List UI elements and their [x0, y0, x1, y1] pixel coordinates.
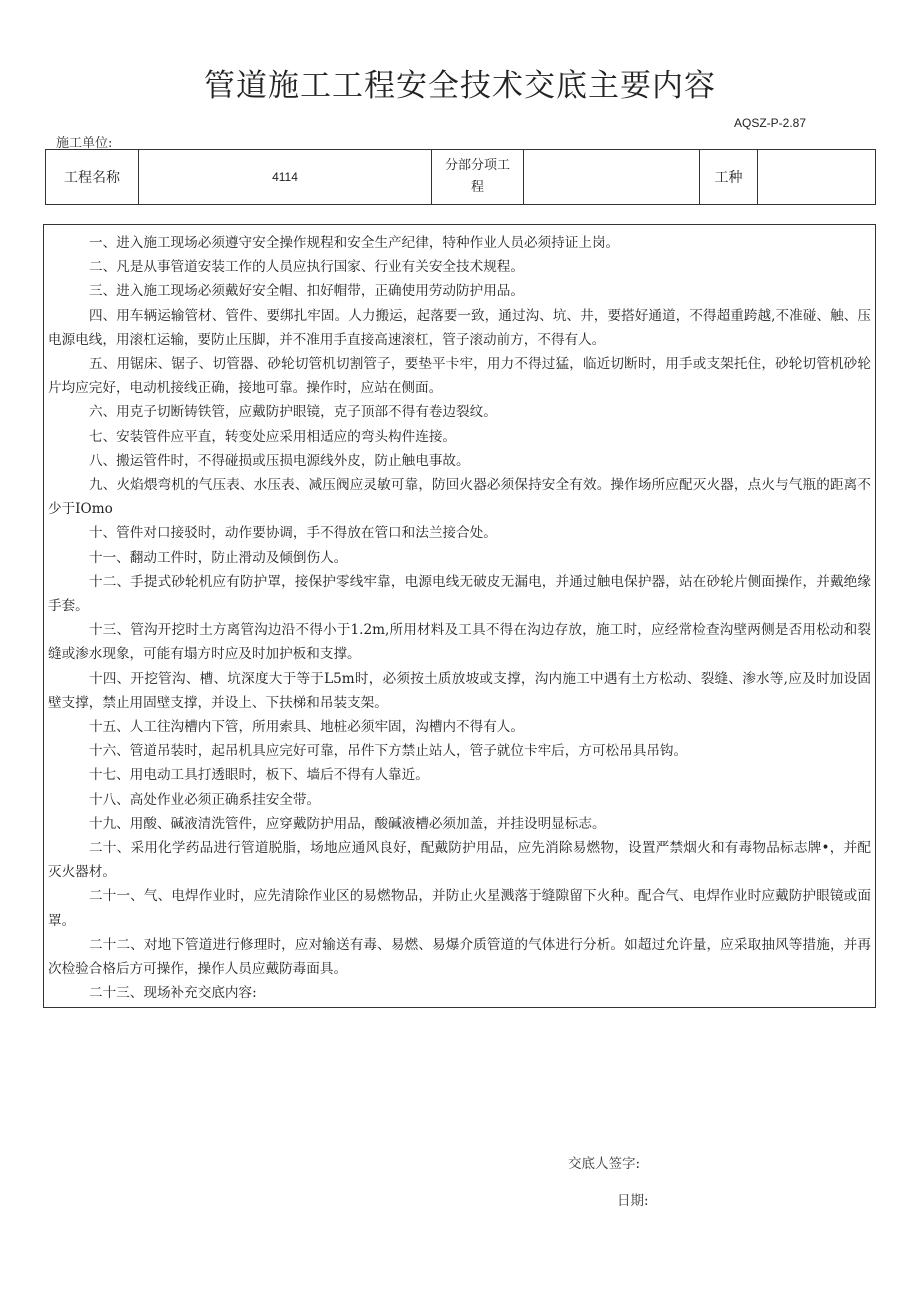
- content-item: 十、管件对口接驳时，动作要协调，手不得放在管口和法兰接合处。: [89, 525, 497, 542]
- signature-date-label: 日期:: [617, 1193, 649, 1209]
- content-item: 九、火焰煨弯机的气压表、水压表、减压阀应灵敏可靠，防回火器必须保持安全有效。操作场所应配灭火器，点火与气瓶的距离不少于IOmo: [48, 477, 871, 518]
- content-item: 十六、管道吊装时，起吊机具应完好可靠，吊件下方禁止站人，管子就位卡牢后，方可松吊具吊钩。: [89, 743, 688, 760]
- construction-unit-label: 施工单位:: [56, 136, 113, 151]
- trade-value: [758, 150, 876, 205]
- content-item: 十五、人工往沟槽内下管，所用索具、地桩必须牢固，沟槽内不得有人。: [89, 719, 524, 736]
- project-name-value: 4114: [139, 150, 432, 205]
- content-item: 六、用克子切断铸铁管，应戴防护眼镜，克子顶部不得有卷边裂纹。: [89, 404, 497, 421]
- content-item: 二十、采用化学药品进行管道脱脂，场地应通风良好，配戴防护用品，应先消除易燃物，设置严禁烟火和有毒物品标志牌•，并配灭火器材。: [48, 840, 871, 881]
- content-item: 七、安装管件应平直，转变处应采用相适应的弯头构件连接。: [89, 428, 457, 445]
- document-title: 管道施工工程安全技术交底主要内容: [204, 68, 716, 104]
- trade-label: 工种: [700, 150, 758, 205]
- presenter-signature-label: 交底人签字:: [568, 1156, 641, 1172]
- subproject-label: [432, 150, 524, 205]
- content-item: 二十二、对地下管道进行修理时，应对输送有毒、易燃、易爆介质管道的气体进行分析。如超过允许量，应采取抽风等措施，并再次检验合格后方可操作，操作人员应戴防毒面具。: [48, 936, 871, 978]
- project-name-label: 工程名称: [46, 150, 139, 205]
- content-item: 十一、翻动工件时，防止滑动及倾倒伤人。: [89, 549, 348, 566]
- content-item: 十七、用电动工具打透眼时，板下、墙后不得有人靠近。: [89, 767, 429, 784]
- content-item: 一、进入施工现场必须遵守安全操作规程和安全生产纪律，特种作业人员必须持证上岗。: [89, 235, 620, 251]
- content-item: 五、用锯床、锯子、切管器、砂轮切管机切割管子，要垫平卡牢，用力不得过猛，临近切断时，用手或支架托住，砂轮切管机砂轮片均应完好，电动机接线正确，接地可靠。操作时，应站在侧面。: [48, 356, 871, 397]
- content-item: 十四、开挖管沟、槽、坑深度大于等于L5m时，必须按土质放坡或支撑，沟内施工中遇有土方松动、裂缝、渗水等,应及时加设固壁支撑，禁止用固壁支撑，并设上、下扶梯和吊装支架。: [48, 670, 871, 711]
- document-code: AQSZ-P-2.87: [734, 116, 807, 130]
- content-item: 八、搬运管件时，不得碰损或压损电源线外皮，防止触电事故。: [89, 452, 470, 469]
- subproject-value: [524, 150, 700, 205]
- project-info-table: [45, 149, 876, 205]
- content-item: 二十一、气、电焊作业时，应先清除作业区的易燃物品，并防止火星溅落于缝隙留下火种。配合气、电焊作业时应戴防护眼镜或面罩。: [48, 888, 871, 929]
- content-item: 十八、高处作业必须正确系挂安全带。: [89, 791, 321, 808]
- content-item: 二十三、现场补充交底内容:: [89, 985, 257, 1002]
- content-item: 三、进入施工现场必须戴好安全帽、扣好帽带，正确使用劳动防护用品。: [89, 283, 524, 300]
- content-item: 十二、手提式砂轮机应有防护罩，接保护零线牢靠，电源电线无破皮无漏电，并通过触电保护器，站在砂轮片侧面操作，并戴绝缘手套。: [48, 573, 871, 615]
- content-item: 二、凡是从事管道安装工作的人员应执行国家、行业有关安全技术规程。: [89, 259, 524, 276]
- content-item: 四、用车辆运输管材、管件、要绑扎牢固。人力搬运，起落要一致，通过沟、坑、井，要搭好通道，不得超重跨越,不准碰、触、压电源电线，用滚杠运输，要防止压脚，并不准用手直接高速滚杠，管子滚动前方，不得有人。: [48, 307, 871, 348]
- subproject-label-line1: 分部分项工: [444, 158, 510, 173]
- subproject-label-line2: 程: [470, 180, 484, 195]
- safety-content-box: [43, 224, 876, 1008]
- content-item: 十九、用酸、碱液清洗管件，应穿戴防护用品，酸碱液槽必须加盖，并挂设明显标志。: [89, 815, 606, 832]
- content-item: 十三、管沟开挖时土方离管沟边沿不得小于1.2m,所用材料及工具不得在沟边存放，施工时，应经常检查沟壁两侧是否用松动和裂缝或渗水现象，可能有塌方时应及时加护板和支撑。: [48, 622, 871, 663]
